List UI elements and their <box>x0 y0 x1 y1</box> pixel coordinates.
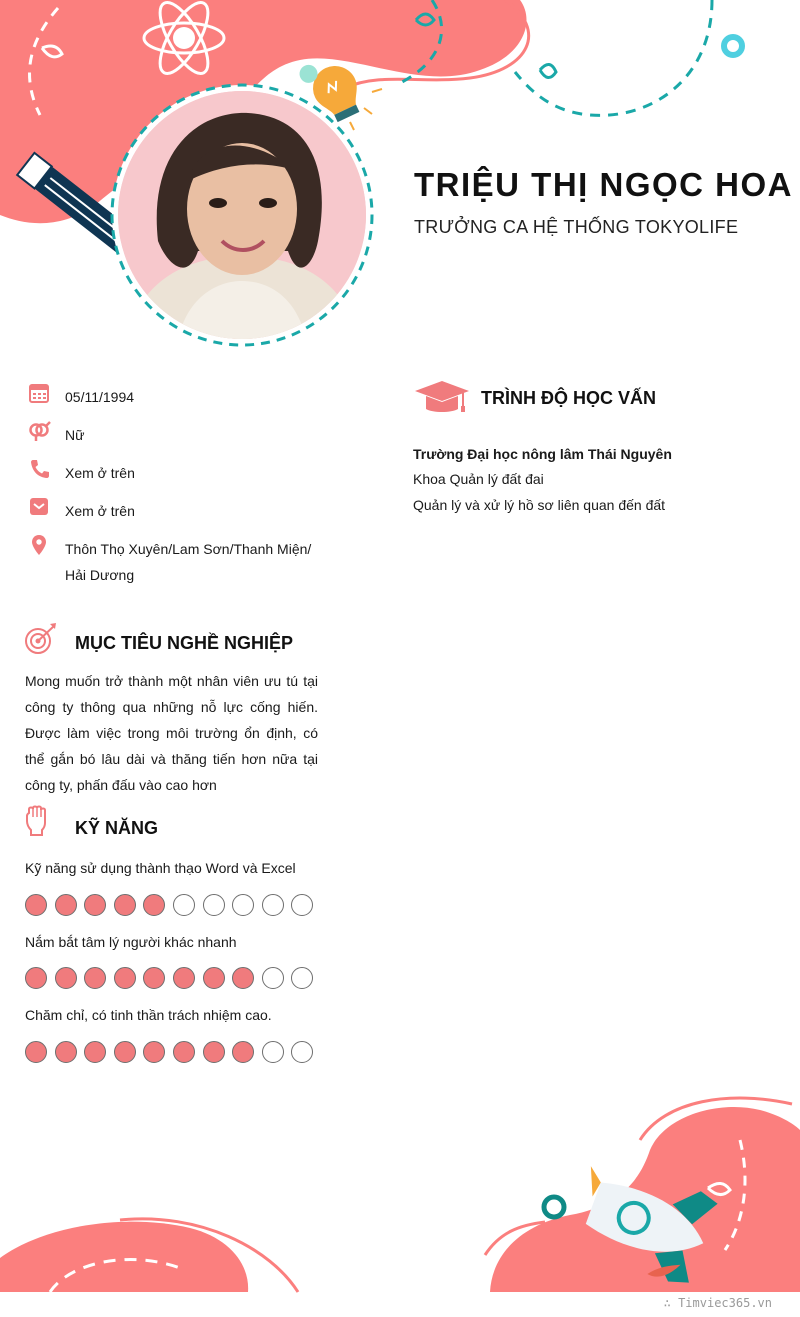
objective-title: MỤC TIÊU NGHỀ NGHIỆP <box>75 633 294 653</box>
phone-value: Xem ở trên <box>65 465 135 481</box>
objective-paragraph: Mong muốn trở thành một nhân viên ưu tú tại công ty thông qua những nỗ lực cống hiến. Được làm việc trong môi trường ổn định, có thể gắn bó lâu dài và thăng tiến hơn nữa tại công ty, phấn đấu vào cao hơn <box>25 673 318 793</box>
rating-dot-filled <box>55 1041 77 1063</box>
skill-2-name: Nắm bắt tâm lý người khác nhanh <box>25 934 237 950</box>
address-line-2: Hải Dương <box>65 567 135 583</box>
rating-dot-filled <box>203 1041 225 1063</box>
graduation-cap-icon <box>413 379 471 415</box>
rating-dot-empty <box>262 967 284 989</box>
education-school: Trường Đại học nông lâm Thái Nguyên <box>413 446 672 462</box>
skill-3-name: Chăm chỉ, có tinh thần trách nhiệm cao. <box>25 1007 272 1023</box>
skill-1-name: Kỹ năng sử dụng thành thạo Word và Excel <box>25 860 296 876</box>
profile-photo <box>118 91 366 339</box>
rating-dot-filled <box>25 894 47 916</box>
address-value <box>65 536 311 588</box>
rating-dot-empty <box>262 1041 284 1063</box>
gender-icon <box>26 420 52 442</box>
skills-title: KỸ NĂNG <box>75 818 159 838</box>
education-title: TRÌNH ĐỘ HỌC VẤN <box>481 388 656 408</box>
gender-value: Nữ <box>65 427 85 443</box>
rating-dot-filled <box>173 967 195 989</box>
fist-icon <box>24 805 50 837</box>
education-faculty: Khoa Quản lý đất đai <box>413 471 544 487</box>
rating-dot-filled <box>25 1041 47 1063</box>
info-address <box>26 536 326 588</box>
rating-dot-empty <box>203 894 225 916</box>
phone-icon <box>26 458 52 480</box>
rating-dot-filled <box>173 1041 195 1063</box>
target-icon <box>24 622 60 656</box>
education-description: Quản lý và xử lý hồ sơ liên quan đến đất <box>413 497 666 513</box>
rating-dot-filled <box>25 967 47 989</box>
address-line-1: Thôn Thọ Xuyên/Lam Sơn/Thanh Miện/ <box>65 541 312 557</box>
rating-dot-filled <box>114 894 136 916</box>
watermark: ∴ Timviec365.vn <box>663 1296 772 1310</box>
email-value: Xem ở trên <box>65 503 135 519</box>
job-title: TRƯỞNG CA HỆ THỐNG TOKYOLIFE <box>414 217 739 237</box>
email-icon <box>26 496 52 518</box>
location-pin-icon <box>26 534 52 556</box>
rating-dot-filled <box>114 1041 136 1063</box>
calendar-icon <box>26 382 52 404</box>
rating-dot-filled <box>55 967 77 989</box>
rating-dot-filled <box>114 967 136 989</box>
rating-dot-filled <box>203 967 225 989</box>
rating-dot-empty <box>173 894 195 916</box>
birthdate-value: 05/11/1994 <box>65 389 135 405</box>
objective-text <box>25 668 318 798</box>
rating-dot-filled <box>55 894 77 916</box>
avatar <box>118 91 366 339</box>
rating-dot-empty <box>262 894 284 916</box>
candidate-name: TRIỆU THỊ NGỌC HOA <box>414 166 793 203</box>
